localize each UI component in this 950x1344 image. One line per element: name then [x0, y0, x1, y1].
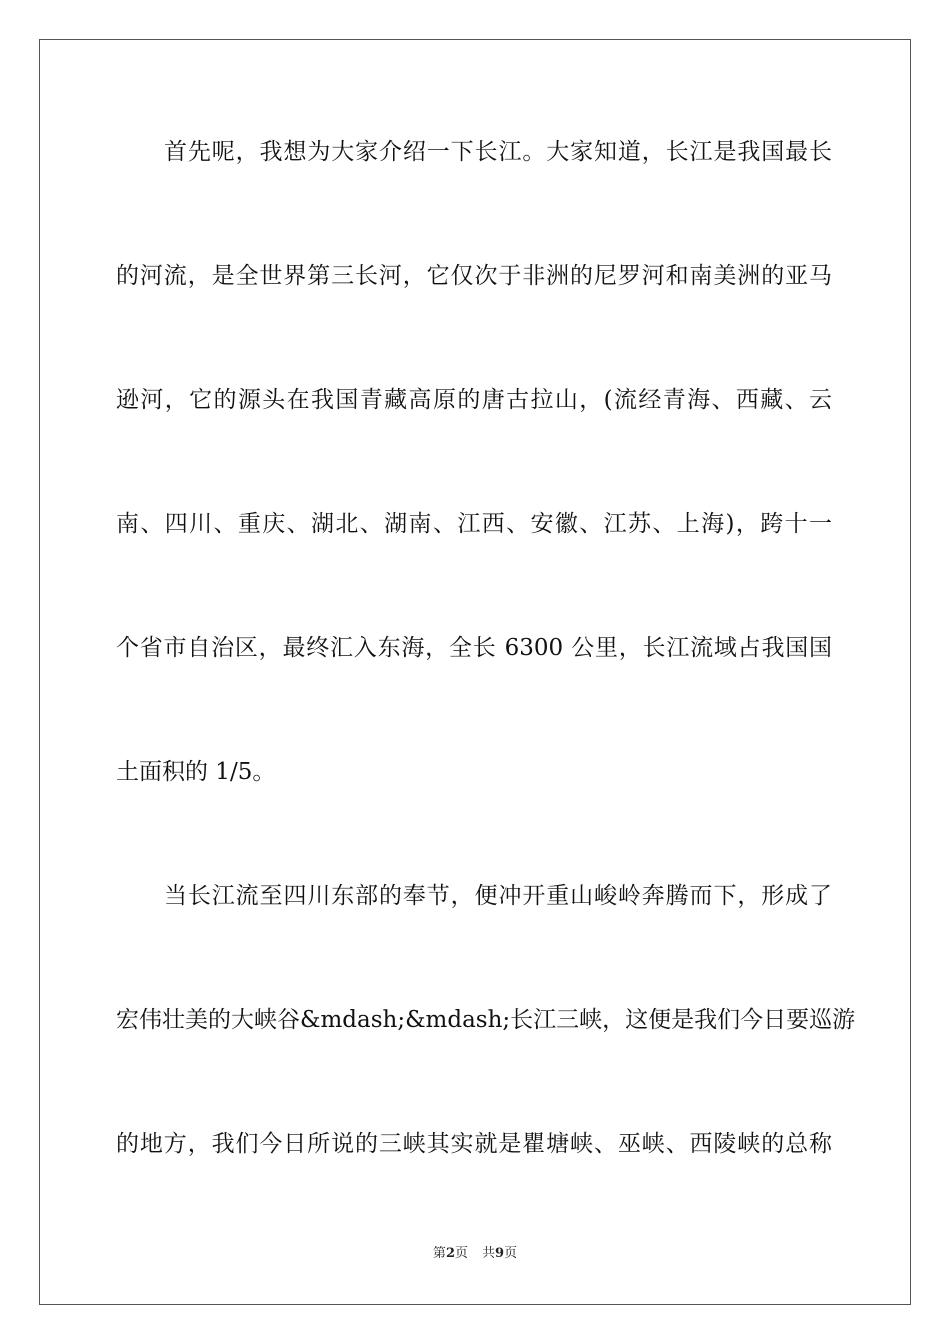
paragraph-1-line-3: 逊河，它的源头在我国青藏高原的唐古拉山，(流经青海、西藏、云 — [116, 387, 832, 413]
total-suffix: 页 — [504, 1246, 518, 1261]
page-current: 2 — [445, 1246, 455, 1261]
page-footer — [0, 1245, 950, 1263]
paragraph-2-line-2: 宏伟壮美的大峡谷&mdash;&mdash;长江三峡，这便是我们今日要巡游 — [116, 1007, 856, 1033]
paragraph-1-line-6: 土面积的 1/5。 — [116, 759, 276, 785]
page-suffix: 页 — [454, 1246, 468, 1261]
page-border — [39, 39, 911, 1305]
paragraph-1-line-1: 首先呢，我想为大家介绍一下长江。大家知道，长江是我国最长 — [164, 139, 832, 165]
paragraph-2-line-3: 的地方，我们今日所说的三峡其实就是瞿塘峡、巫峡、西陵峡的总称 — [116, 1131, 832, 1157]
paragraph-1-line-5: 个省市自治区，最终汇入东海，全长 6300 公里，长江流域占我国国 — [116, 635, 832, 661]
total-prefix: 共 — [482, 1246, 496, 1261]
page-prefix: 第 — [432, 1246, 446, 1261]
page-total: 9 — [495, 1246, 505, 1261]
paragraph-2-line-1: 当长江流至四川东部的奉节，便冲开重山峻岭奔腾而下，形成了 — [164, 883, 832, 909]
paragraph-1-line-4: 南、四川、重庆、湖北、湖南、江西、安徽、江苏、上海)，跨十一 — [116, 511, 832, 537]
paragraph-1-line-2: 的河流，是全世界第三长河，它仅次于非洲的尼罗河和南美洲的亚马 — [116, 263, 832, 289]
